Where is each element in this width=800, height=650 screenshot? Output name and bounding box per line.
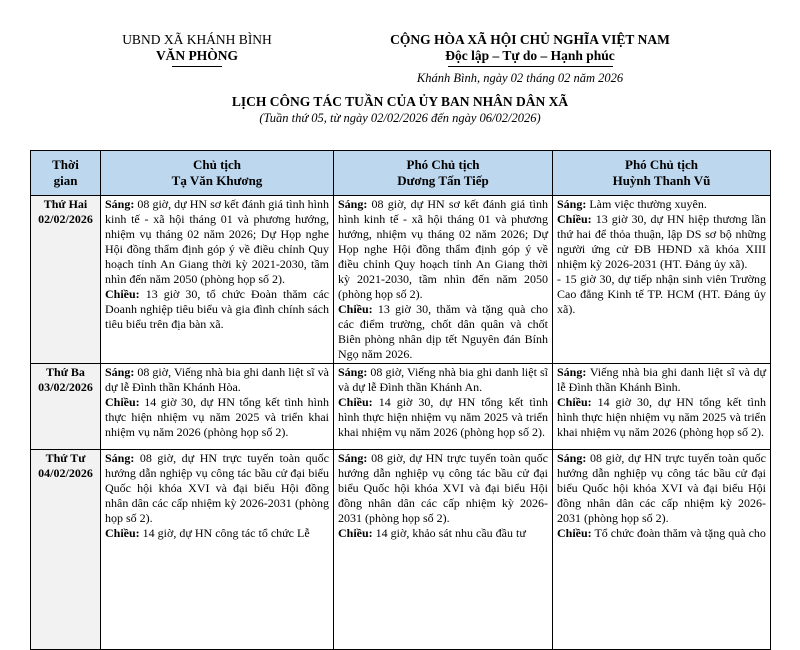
entry-label: Sáng: bbox=[105, 365, 135, 379]
schedule-cell bbox=[101, 196, 334, 364]
entry-text: - 15 giờ 30, dự tiếp nhận sinh viên Trường Cao đẳng Kinh tế TP. HCM (HT. Đảng ủy xã). bbox=[557, 272, 766, 316]
entry-label: Sáng: bbox=[557, 365, 587, 379]
schedule-entry bbox=[105, 287, 329, 332]
nation-title: CỘNG HÒA XÃ HỘI CHỦ NGHĨA VIỆT NAM bbox=[390, 32, 670, 47]
entry-label: Chiều: bbox=[557, 212, 592, 226]
entry-label: Chiều: bbox=[105, 526, 140, 540]
entry-text: 08 giờ, dự HN trực tuyến toàn quốc hướng dẫn nghiệp vụ công tác bầu cử đại biểu Quốc hội khóa XVI và đại biểu Hội đồng nhân dân các cấp nhiệm kỳ 2026-2031 (phòng họp số 2). bbox=[105, 451, 329, 525]
entry-text: 08 giờ, dự HN trực tuyến toàn quốc hướng dẫn nghiệp vụ công tác bầu cử đại biểu Quốc hội khóa XVI và đại biểu Hội đồng nhân dân các cấp nhiệm kỳ 2026-2031 (phòng họp số 2). bbox=[338, 451, 548, 525]
day-name: Thứ Hai bbox=[43, 197, 88, 211]
schedule-cell bbox=[553, 196, 771, 364]
header-vice-chairman-1: Phó Chủ tịch Dương Tấn Tiếp bbox=[334, 151, 553, 196]
schedule-entry bbox=[338, 302, 548, 362]
day-name: Thứ Ba bbox=[46, 365, 85, 379]
schedule-entry bbox=[105, 197, 329, 287]
schedule-entry bbox=[557, 451, 766, 526]
header-chairman: Chủ tịch Tạ Văn Khương bbox=[101, 151, 334, 196]
schedule-entry bbox=[105, 526, 329, 541]
schedule-entry bbox=[557, 395, 766, 440]
schedule-entry bbox=[338, 197, 548, 302]
entry-text: 13 giờ 30, dự HN hiệp thương lần thứ hai để thỏa thuận, lập DS sơ bộ những người ứng cử ĐB HĐND xã khóa XIII nhiệm kỳ 2026-2031 (HT. Đảng ủy xã). bbox=[557, 212, 766, 271]
schedule-entry bbox=[338, 526, 548, 541]
header-time: Thời gian bbox=[31, 151, 101, 196]
entry-label: Sáng: bbox=[338, 365, 368, 379]
entry-label: Chiều: bbox=[338, 395, 373, 409]
schedule-entry bbox=[105, 395, 329, 440]
entry-text: 08 giờ, Viếng nhà bia ghi danh liệt sĩ và dự lễ Đình thần Khánh An. bbox=[338, 365, 548, 394]
schedule-cell bbox=[334, 364, 553, 450]
org-line-1: UBND XÃ KHÁNH BÌNH bbox=[122, 32, 272, 47]
schedule-cell bbox=[101, 364, 334, 450]
day-date: 02/02/2026 bbox=[38, 212, 93, 226]
day-cell bbox=[31, 364, 101, 450]
day-cell bbox=[31, 196, 101, 364]
schedule-cell bbox=[553, 364, 771, 450]
nation-header bbox=[380, 32, 680, 67]
schedule-cell bbox=[334, 196, 553, 364]
header-vice-chairman-2: Phó Chủ tịch Huỳnh Thanh Vũ bbox=[553, 151, 771, 196]
org-header bbox=[92, 32, 302, 67]
org-underline bbox=[172, 66, 222, 67]
entry-text: Tổ chức đoàn thăm và tặng quà cho bbox=[591, 526, 766, 540]
table-row bbox=[31, 196, 771, 364]
schedule-entry bbox=[557, 272, 766, 317]
document-date: Khánh Bình, ngày 02 tháng 02 năm 2026 bbox=[416, 71, 624, 85]
entry-text: 08 giờ, dự HN trực tuyến toàn quốc hướng dẫn nghiệp vụ công tác bầu cử đại biểu Quốc hội khóa XVI và đại biểu Hội đồng nhân dân các cấp nhiệm kỳ 2026-2031 (phòng họp số 2). bbox=[557, 451, 766, 525]
schedule-entry bbox=[338, 451, 548, 526]
entry-text: 13 giờ 30, tổ chức Đoàn thăm các Doanh nghiệp tiêu biểu và gia đình chính sách tiêu biểu trên địa bàn xã. bbox=[105, 287, 329, 331]
entry-label: Chiều: bbox=[338, 526, 373, 540]
motto: Độc lập – Tự do – Hạnh phúc bbox=[445, 48, 615, 63]
schedule-entry bbox=[105, 451, 329, 526]
day-date: 04/02/2026 bbox=[38, 466, 93, 480]
entry-text: 14 giờ 30, dự HN tổng kết tình hình thực hiện nhiệm vụ năm 2025 và triển khai nhiệm vụ năm 2026 (phòng họp số 2). bbox=[557, 395, 766, 439]
table-row bbox=[31, 364, 771, 450]
entry-label: Chiều: bbox=[557, 526, 592, 540]
day-date: 03/02/2026 bbox=[38, 380, 93, 394]
org-line-2: VĂN PHÒNG bbox=[155, 48, 239, 63]
entry-label: Chiều: bbox=[557, 395, 592, 409]
entry-text: 13 giờ 30, thăm và tặng quà cho các điểm trường, chốt dân quân và chốt Biên phòng nhân dịp tết Nguyên đán Bính Ngọ năm 2026. bbox=[338, 302, 548, 361]
entry-text: 08 giờ, dự HN sơ kết đánh giá tình hình kinh tế - xã hội tháng 01 và phương hướng, nhiệm vụ tháng 02 năm 2026; Dự Họp nghe Hội đồng thẩm định góp ý về điều chỉnh Quy hoạch tỉnh An Giang thời kỳ 2021-2030, tầm nhìn đến năm 2050 (phòng họp số 2). bbox=[105, 197, 329, 286]
schedule-entry bbox=[338, 395, 548, 440]
entry-text: 14 giờ 30, dự HN tổng kết tình hình thực hiện nhiệm vụ năm 2025 và triển khai nhiệm vụ năm 2026 (phòng họp số 2). bbox=[338, 395, 548, 439]
entry-label: Sáng: bbox=[105, 197, 135, 211]
entry-text: 14 giờ, dự HN công tác tổ chức Lễ bbox=[139, 526, 310, 540]
entry-label: Sáng: bbox=[105, 451, 135, 465]
schedule-entry bbox=[557, 197, 766, 212]
entry-label: Sáng: bbox=[557, 451, 587, 465]
table-header-row bbox=[31, 151, 771, 196]
entry-text: 14 giờ, khảo sát nhu cầu đầu tư bbox=[372, 526, 526, 540]
document-title: LỊCH CÔNG TÁC TUẦN CỦA ỦY BAN NHÂN DÂN XÃ bbox=[231, 94, 569, 109]
motto-underline bbox=[448, 66, 613, 67]
entry-label: Chiều: bbox=[105, 287, 140, 301]
entry-text: 14 giờ 30, dự HN tổng kết tình hình thực hiện nhiệm vụ năm 2025 và triển khai nhiệm vụ năm 2026 (phòng họp số 2). bbox=[105, 395, 329, 439]
schedule-table bbox=[30, 150, 771, 650]
schedule-entry bbox=[105, 365, 329, 395]
entry-text: 08 giờ, Viếng nhà bia ghi danh liệt sĩ và dự lễ Đình thần Khánh Hòa. bbox=[105, 365, 329, 394]
schedule-entry bbox=[338, 365, 548, 395]
entry-label: Chiều: bbox=[338, 302, 373, 316]
schedule-entry bbox=[557, 212, 766, 272]
entry-label: Sáng: bbox=[557, 197, 587, 211]
day-name: Thứ Tư bbox=[45, 451, 86, 465]
entry-label: Sáng: bbox=[338, 197, 368, 211]
entry-text: Viếng nhà bia ghi danh liệt sĩ và dự lễ Đình thần Khánh Bình. bbox=[557, 365, 766, 394]
entry-text: 08 giờ, dự HN sơ kết đánh giá tình hình kinh tế - xã hội tháng 01 và phương hướng, nhiệm vụ tháng 02 năm 2026; Dự Họp nghe Hội đồng thẩm định góp ý về điều chỉnh Quy hoạch tỉnh An Giang thời kỳ 2021-2030, tầm nhìn đến năm 2050 (phòng họp số 2). bbox=[338, 197, 548, 301]
schedule-entry bbox=[557, 365, 766, 395]
document-subtitle: (Tuần thứ 05, từ ngày 02/02/2026 đến ngày 06/02/2026) bbox=[259, 111, 541, 125]
entry-text: Làm việc thường xuyên. bbox=[586, 197, 707, 211]
entry-label: Sáng: bbox=[338, 451, 368, 465]
entry-label: Chiều: bbox=[105, 395, 140, 409]
schedule-entry bbox=[557, 526, 766, 541]
